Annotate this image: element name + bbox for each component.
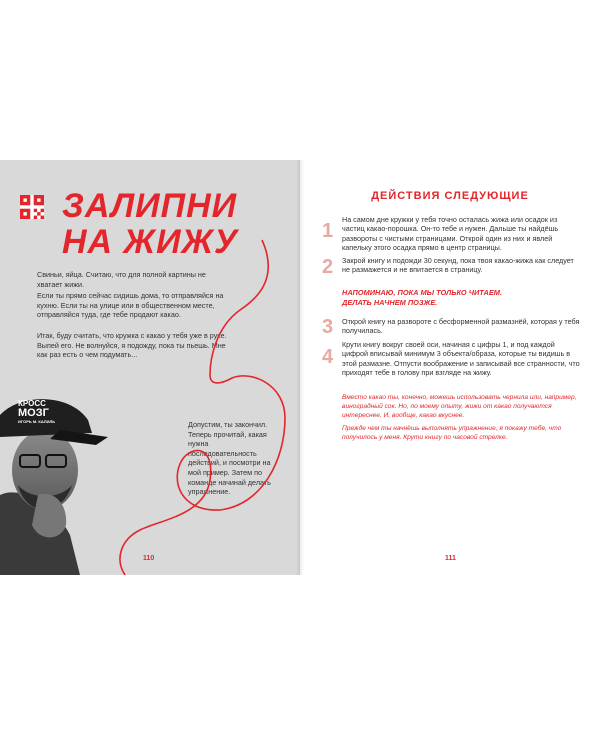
footnote-2: Прежде чем ты начнёшь выполнять упражнение, я покажу тебе, что получилось у меня. Крути книгу по часовой стрелке. [342,425,562,441]
book-gutter [296,160,304,575]
drink-paragraph: Итак, буду считать, что кружка с какао у тебя уже в руке. Выпей его. Не волнуйся, я подожду, пока ты пьешь. Мне как раз есть о чем подумать... [37,331,227,360]
author-photo [0,375,110,575]
footnote-1: Вместо какао ты, конечно, можешь использовать чернила или, например, виноградный сок. Но, по моему опыту, жижи от какао получаются интереснее. И, вообще, какао вкуснее. [342,394,577,419]
step-number-3: 3 [322,316,334,338]
page-number-left: 110 [143,555,155,562]
step-number-1: 1 [322,220,334,242]
cap-logo-line-2: МОЗГ [18,407,49,419]
step-number-4: 4 [322,346,334,368]
continue-paragraph: Допустим, ты закончил. Теперь прочитай, какая нужна последовательность действий, и посмотри на мой пример. Затем по команде начинай делать упражнение. [188,420,271,497]
section-title: ДЕЙСТВИЯ СЛЕДУЮЩИЕ [371,190,529,202]
kitchen-paragraph: Если ты прямо сейчас сидишь дома, то отправляйся на кухню. Если ты на улице или в общественном месте, отправляйся туда, где тебе продают какао. [37,291,224,320]
cap-logo-line-1: КРОСС [18,399,46,408]
right-page [300,160,600,575]
title-line-1: ЗАЛИПНИ [62,187,238,225]
book-spread [0,160,600,575]
cap-logo [18,399,55,424]
reminder-note [342,288,542,308]
step-text-4: Крути книгу вокруг своей оси, начиная с цифры 1, и под каждой цифрой вписывай минимум 3 объекта/образа, которые ты видишь в этой размазне. Отпусти воображение и записывай все странности, что приходят тебе в голову при взгляде на жижу. [342,340,580,378]
step-text-2: Закрой книгу и подожди 30 секунд, пока твоя какао-жижа как следует не размажется и не впитается в страницу. [342,256,574,275]
title-line-2: НА ЖИЖУ [62,223,239,261]
reminder-line-2: ДЕЛАТЬ НАЧНЕМ ПОЗЖЕ. [342,298,438,307]
step-text-1: На самом дне кружки у тебя точно осталась жижа или осадок из частиц какао-порошка. Он-то тебе и нужен. Дальше ты найдёшь развороты с чистыми страницами. Открой один из них и явлей капельку этого осадка прямо в центр страницы. [342,215,559,253]
cap-logo-line-3: ИГОРЬ М. КАЛИЛЬ [18,419,56,424]
reminder-line-1: НАПОМИНАЮ, ПОКА МЫ ТОЛЬКО ЧИТАЕМ. [342,288,502,297]
step-text-3: Открой книгу на развороте с бесформенной размазнёй, которая у тебя получилась. [342,317,580,336]
page-number-right: 111 [445,555,456,562]
intro-paragraph: Свиньи, яйца. Считаю, что для полной картины не хватает жижи. [37,270,206,289]
step-number-2: 2 [322,256,334,278]
left-page [0,160,300,575]
